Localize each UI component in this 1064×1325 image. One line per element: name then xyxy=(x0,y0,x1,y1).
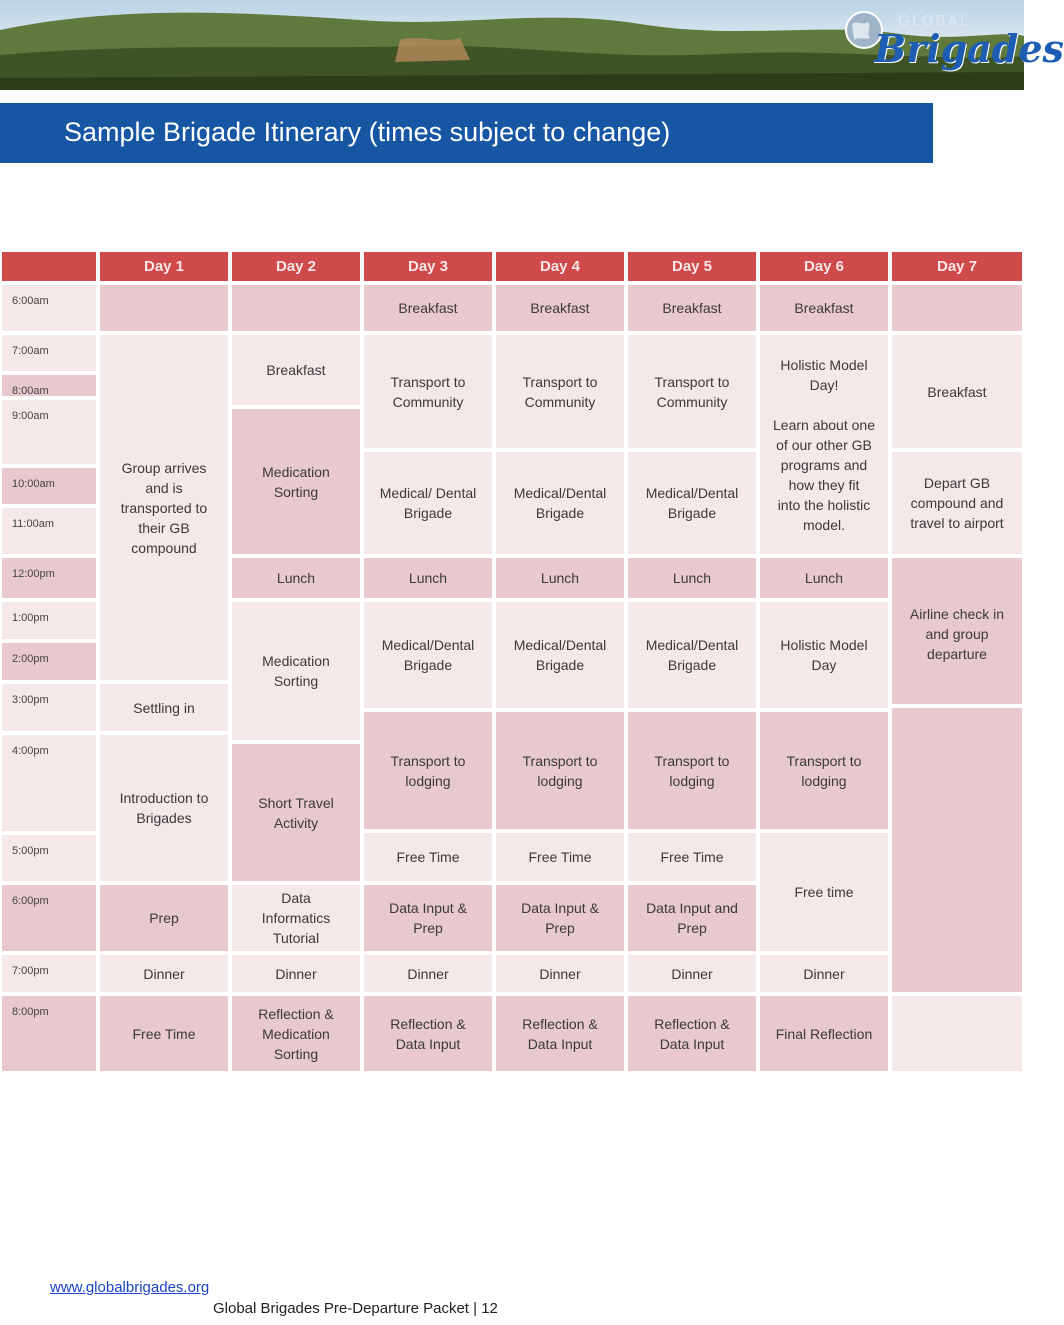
day6-dinner: Dinner xyxy=(758,953,890,994)
day4-data-input: Data Input & Prep xyxy=(494,883,626,953)
day5-data-input: Data Input and Prep xyxy=(626,883,758,953)
day4-transport-community: Transport to Community xyxy=(494,333,626,450)
time-slot: 9:00am xyxy=(0,398,98,466)
day1-prep: Prep xyxy=(98,883,230,953)
day6-final-reflection: Final Reflection xyxy=(758,994,890,1073)
time-slot: 3:00pm xyxy=(0,682,98,733)
day5-transport-community: Transport to Community xyxy=(626,333,758,450)
day4-medical-pm: Medical/Dental Brigade xyxy=(494,600,626,710)
day5-medical-am: Medical/Dental Brigade xyxy=(626,450,758,556)
day2-lunch: Lunch xyxy=(230,556,362,600)
time-slot: 4:00pm xyxy=(0,733,98,833)
global-brigades-logo xyxy=(844,10,1064,82)
day2-reflection: Reflection & Medication Sorting xyxy=(230,994,362,1073)
time-slot: 11:00am xyxy=(0,506,98,556)
day7-airline-check-in: Airline check in and group departure xyxy=(890,556,1024,706)
day3-transport-lodging: Transport to lodging xyxy=(362,710,494,831)
time-slot: 12:00pm xyxy=(0,556,98,600)
day1-free-time: Free Time xyxy=(98,994,230,1073)
day2-breakfast: Breakfast xyxy=(230,333,362,407)
website-link[interactable]: www.globalbrigades.org xyxy=(50,1279,210,1296)
time-slot: 7:00pm xyxy=(0,953,98,994)
empty-cell xyxy=(98,283,230,333)
day5-lunch: Lunch xyxy=(626,556,758,600)
day4-transport-lodging: Transport to lodging xyxy=(494,710,626,831)
time-slot: 6:00pm xyxy=(0,883,98,953)
day4-lunch: Lunch xyxy=(494,556,626,600)
day-header: Day 5 xyxy=(626,250,758,283)
day6-holistic-model-am: Holistic Model Day! Learn about one of our other GB programs and how they fit into the holistic model. xyxy=(758,333,890,556)
empty-cell xyxy=(890,706,1024,994)
day-header: Day 1 xyxy=(98,250,230,283)
time-slot: 6:00am xyxy=(0,283,98,333)
header-banner xyxy=(0,0,1064,90)
day5-free-time: Free Time xyxy=(626,831,758,883)
day5-medical-pm: Medical/Dental Brigade xyxy=(626,600,758,710)
day1-arrival: Group arrives and is transported to their GB compound xyxy=(98,333,230,682)
day1-dinner: Dinner xyxy=(98,953,230,994)
day4-reflection: Reflection & Data Input xyxy=(494,994,626,1073)
time-slot: 8:00pm xyxy=(0,994,98,1073)
page-footer: Global Brigades Pre-Departure Packet | 12 xyxy=(213,1300,498,1317)
day3-data-input: Data Input & Prep xyxy=(362,883,494,953)
day3-free-time: Free Time xyxy=(362,831,494,883)
day6-breakfast: Breakfast xyxy=(758,283,890,333)
itinerary-table xyxy=(0,250,1024,1073)
day3-dinner: Dinner xyxy=(362,953,494,994)
day2-dinner: Dinner xyxy=(230,953,362,994)
day4-medical-am: Medical/Dental Brigade xyxy=(494,450,626,556)
day3-medical-am: Medical/ Dental Brigade xyxy=(362,450,494,556)
day7-breakfast: Breakfast xyxy=(890,333,1024,450)
day3-transport-community: Transport to Community xyxy=(362,333,494,450)
day3-reflection: Reflection & Data Input xyxy=(362,994,494,1073)
day4-free-time: Free Time xyxy=(494,831,626,883)
day3-breakfast: Breakfast xyxy=(362,283,494,333)
empty-cell xyxy=(890,283,1024,333)
day2-medication-sorting-am: Medication Sorting xyxy=(230,407,362,556)
day5-breakfast: Breakfast xyxy=(626,283,758,333)
header-corner-cell xyxy=(0,250,98,283)
day-header: Day 6 xyxy=(758,250,890,283)
empty-cell xyxy=(230,283,362,333)
time-slot: 7:00am xyxy=(0,333,98,373)
day4-dinner: Dinner xyxy=(494,953,626,994)
day-header: Day 7 xyxy=(890,250,1024,283)
section-title-bar xyxy=(0,103,933,163)
day4-breakfast: Breakfast xyxy=(494,283,626,333)
day5-transport-lodging: Transport to lodging xyxy=(626,710,758,831)
time-slot: 8:00am xyxy=(0,373,98,398)
time-slot: 10:00am xyxy=(0,466,98,506)
empty-cell xyxy=(890,994,1024,1073)
day5-dinner: Dinner xyxy=(626,953,758,994)
time-slot: 2:00pm xyxy=(0,641,98,682)
day2-data-tutorial: Data Informatics Tutorial xyxy=(230,883,362,953)
day1-introduction: Introduction to Brigades xyxy=(98,733,230,883)
day-header: Day 2 xyxy=(230,250,362,283)
day6-free-time: Free time xyxy=(758,831,890,953)
day6-holistic-model-pm: Holistic Model Day xyxy=(758,600,890,710)
day-header: Day 4 xyxy=(494,250,626,283)
page-title: Sample Brigade Itinerary (times subject to change) xyxy=(64,117,671,147)
day-header: Day 3 xyxy=(362,250,494,283)
day3-lunch: Lunch xyxy=(362,556,494,600)
time-slot: 1:00pm xyxy=(0,600,98,641)
day2-medication-sorting-pm: Medication Sorting xyxy=(230,600,362,742)
day1-settling: Settling in xyxy=(98,682,230,733)
time-slot: 5:00pm xyxy=(0,833,98,883)
day7-depart-compound: Depart GB compound and travel to airport xyxy=(890,450,1024,556)
day3-medical-pm: Medical/Dental Brigade xyxy=(362,600,494,710)
logo-brigades-text: Brigades xyxy=(874,26,1064,71)
logo-global-text: GLOBAL xyxy=(898,12,971,30)
day5-reflection: Reflection & Data Input xyxy=(626,994,758,1073)
day6-transport-lodging: Transport to lodging xyxy=(758,710,890,831)
day6-lunch: Lunch xyxy=(758,556,890,600)
day2-short-travel: Short Travel Activity xyxy=(230,742,362,883)
